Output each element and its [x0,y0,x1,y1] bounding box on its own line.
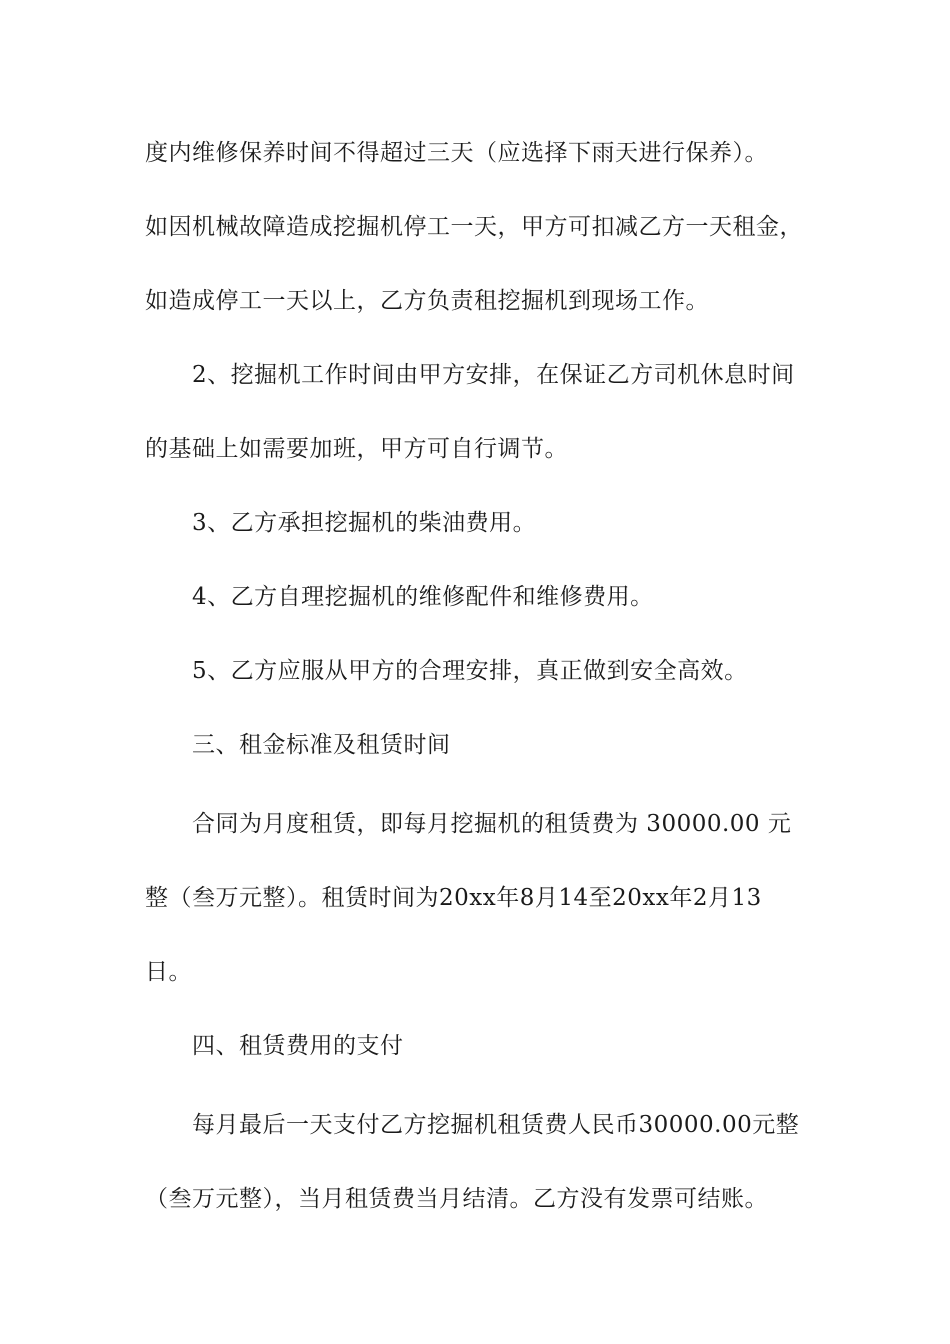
paragraph-line: 如造成停工一天以上，乙方负责租挖掘机到现场工作。 [145,288,709,314]
section-heading-rent: 三、租金标准及租赁时间 [192,732,451,758]
clause-4-line: 4、乙方自理挖掘机的维修配件和维修费用。 [192,584,654,610]
paragraph-line: 的基础上如需要加班，甲方可自行调节。 [145,436,568,462]
paragraph-line: 日。 [145,959,192,985]
clause-2-line: 2、挖掘机工作时间由甲方安排，在保证乙方司机休息时间 [192,362,795,388]
paragraph-line: 每月最后一天支付乙方挖掘机租赁费人民币30000.00元整 [192,1112,800,1138]
paragraph-line: 合同为月度租赁，即每月挖掘机的租赁费为 30000.00 元 [192,811,792,837]
paragraph-line: 度内维修保养时间不得超过三天（应选择下雨天进行保养）。 [145,140,768,166]
paragraph-line: 整（叁万元整）。租赁时间为20xx年8月14至20xx年2月13 [145,885,762,911]
paragraph-line: 如因机械故障造成挖掘机停工一天，甲方可扣减乙方一天租金， [145,214,803,240]
section-heading-payment: 四、租赁费用的支付 [192,1033,404,1059]
clause-5-line: 5、乙方应服从甲方的合理安排，真正做到安全高效。 [192,658,748,684]
clause-3-line: 3、乙方承担挖掘机的柴油费用。 [192,510,537,536]
paragraph-line: （叁万元整），当月租赁费当月结清。乙方没有发票可结账。 [145,1186,768,1212]
